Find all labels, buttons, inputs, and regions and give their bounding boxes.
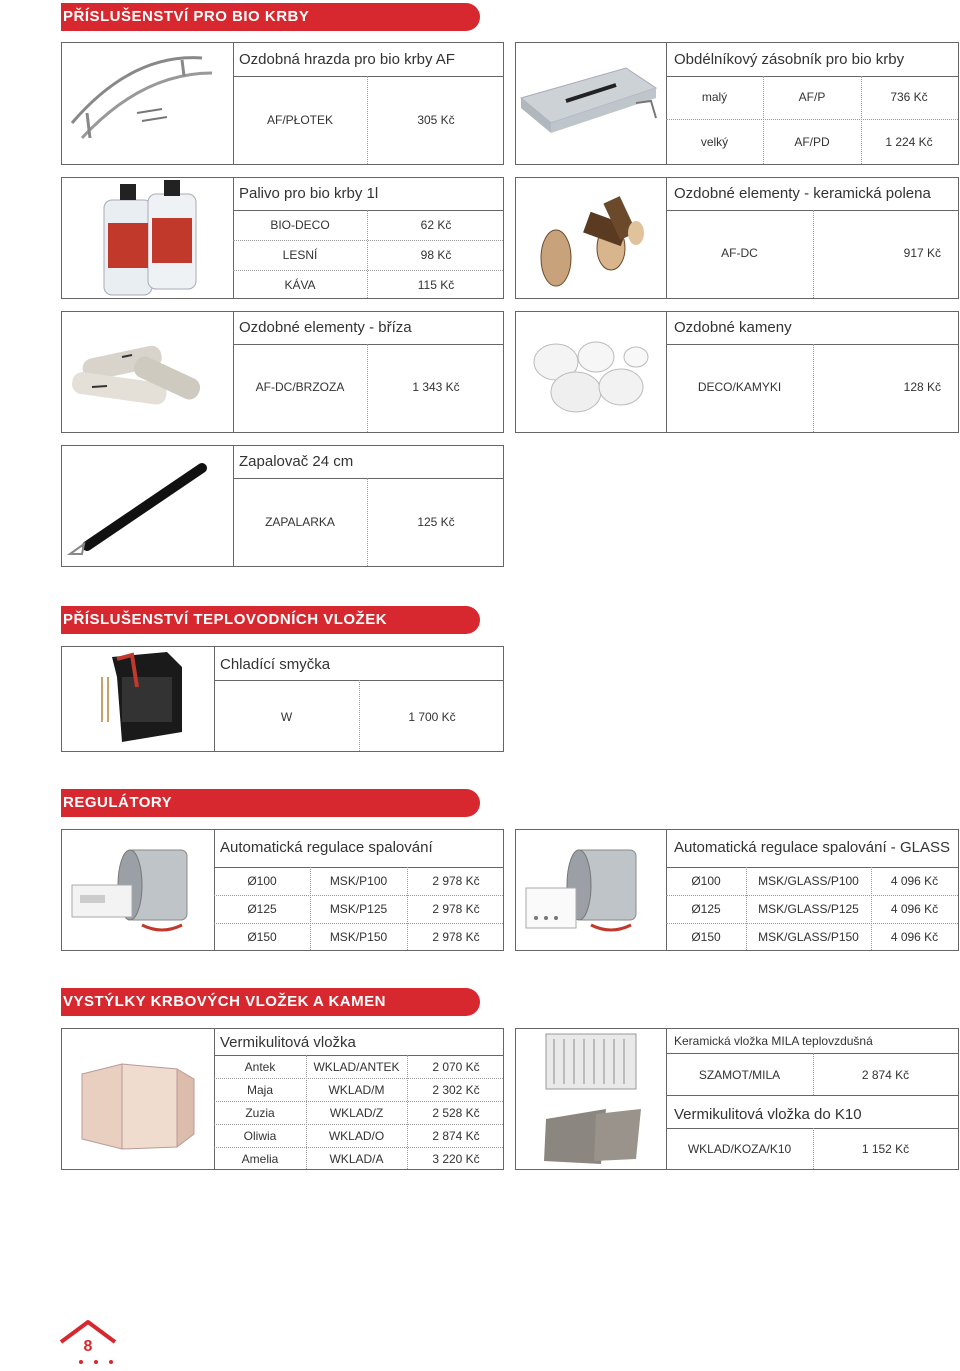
table-cell: 4 096 Kč <box>890 930 939 944</box>
table-cell: Zuzia <box>245 1106 275 1120</box>
table-cell: 4 096 Kč <box>890 874 939 888</box>
table-cell: Amelia <box>241 1152 279 1166</box>
table-cell: MSK/P125 <box>329 902 388 916</box>
product-image-mila-k10 <box>516 1029 667 1169</box>
product-card-vermikulit <box>61 1028 504 1170</box>
product-card-smycka <box>61 646 504 752</box>
product-image-hrazda <box>62 43 234 164</box>
table-cell: WKLAD/A <box>329 1152 384 1166</box>
product-title: Palivo pro bio krby 1l <box>239 185 379 202</box>
table-cell: 2 070 Kč <box>432 1060 480 1074</box>
product-image-briza <box>62 312 234 432</box>
section-banner-bio: PŘÍSLUŠENSTVÍ PRO BIO KRBY <box>61 3 480 31</box>
product-price: 2 874 Kč <box>861 1068 910 1082</box>
table-cell: 98 Kč <box>420 248 452 262</box>
table-cell: 2 302 Kč <box>432 1083 480 1097</box>
product-image-vermikulit <box>62 1029 215 1169</box>
table-cell: Oliwia <box>243 1129 277 1143</box>
table-cell: AF/PD <box>794 135 830 149</box>
product-price: 917 Kč <box>903 246 941 260</box>
table-cell: Antek <box>244 1060 276 1074</box>
table-cell: BIO-DECO <box>270 218 330 232</box>
product-card-briza <box>61 311 504 433</box>
table-cell: WKLAD/ANTEK <box>313 1060 400 1074</box>
product-code: AF/PŁOTEK <box>266 113 334 127</box>
product-card-polena <box>515 177 959 299</box>
table-cell: KÁVA <box>284 278 316 292</box>
product-image-kameny <box>516 312 667 432</box>
product-price: 1 152 Kč <box>861 1142 910 1156</box>
product-image-smycka <box>62 647 215 751</box>
section-banner-teplovodni: PŘÍSLUŠENSTVÍ TEPLOVODNÍCH VLOŽEK <box>61 606 480 634</box>
product-title: Automatická regulace spalování <box>220 839 433 856</box>
product-title: Keramická vložka MILA teplovzdušná <box>674 1034 873 1048</box>
product-title: Vermikulitová vložka do K10 <box>674 1106 862 1123</box>
table-cell: Ø125 <box>247 902 277 916</box>
product-card-regulace <box>61 829 504 951</box>
product-code: AF-DC/BRZOZA <box>255 380 345 394</box>
table-cell: Maja <box>246 1083 273 1097</box>
table-cell: MSK/GLASS/P150 <box>758 930 859 944</box>
table-cell: 62 Kč <box>420 218 452 232</box>
product-card-kameny <box>515 311 959 433</box>
table-cell: Ø100 <box>691 874 721 888</box>
product-code: W <box>280 710 293 724</box>
product-image-polena <box>516 178 667 298</box>
product-card-zasobnik <box>515 42 959 165</box>
product-card-zapalovac <box>61 445 504 567</box>
table-cell: MSK/GLASS/P125 <box>758 902 859 916</box>
product-code: WKLAD/KOZA/K10 <box>687 1142 792 1156</box>
table-cell: 736 Kč <box>890 90 928 104</box>
product-image-palivo <box>62 178 234 298</box>
page-number: 8 <box>83 1338 93 1355</box>
table-cell: velký <box>700 135 729 149</box>
product-title: Automatická regulace spalování - GLASS <box>674 839 950 856</box>
table-cell: 2 874 Kč <box>432 1129 480 1143</box>
product-code: AF-DC <box>721 246 758 260</box>
table-cell: WKLAD/Z <box>329 1106 384 1120</box>
product-price: 1 700 Kč <box>408 710 456 724</box>
table-cell: 2 978 Kč <box>432 874 480 888</box>
product-image-zasobnik <box>516 43 667 164</box>
table-cell: WKLAD/M <box>328 1083 385 1097</box>
product-card-mila-k10 <box>515 1028 959 1170</box>
table-cell: 2 978 Kč <box>432 930 480 944</box>
table-cell: Ø100 <box>247 874 277 888</box>
product-price: 128 Kč <box>903 380 941 394</box>
product-title: Ozdobné elementy - keramická polena <box>674 185 931 202</box>
product-title: Ozdobná hrazda pro bio krby AF <box>239 51 455 68</box>
product-title: Zapalovač 24 cm <box>239 453 354 470</box>
product-code: DECO/KAMYKI <box>697 380 782 394</box>
table-cell: malý <box>701 90 728 104</box>
product-price: 125 Kč <box>417 515 455 529</box>
product-price: 1 343 Kč <box>412 380 460 394</box>
page-number-badge <box>55 1318 121 1366</box>
product-title: Chladící smyčka <box>220 656 331 673</box>
product-card-palivo <box>61 177 504 299</box>
product-title: Ozdobné elementy - bříza <box>239 319 412 336</box>
product-title: Ozdobné kameny <box>674 319 792 336</box>
table-cell: 2 528 Kč <box>432 1106 480 1120</box>
table-cell: WKLAD/O <box>328 1129 385 1143</box>
table-cell: LESNÍ <box>282 248 318 262</box>
product-title: Vermikulitová vložka <box>220 1034 356 1051</box>
product-card-hrazda <box>61 42 504 165</box>
table-cell: Ø125 <box>691 902 721 916</box>
product-card-regulace-glass <box>515 829 959 951</box>
table-cell: 2 978 Kč <box>432 902 480 916</box>
product-code: ZAPALARKA <box>265 515 335 529</box>
table-cell: 1 224 Kč <box>885 135 933 149</box>
section-banner-vystylky: VYSTÝLKY KRBOVÝCH VLOŽEK A KAMEN <box>61 988 480 1016</box>
product-image-regulace-glass <box>516 830 667 950</box>
table-cell: Ø150 <box>247 930 277 944</box>
table-cell: 4 096 Kč <box>890 902 939 916</box>
table-cell: Ø150 <box>691 930 721 944</box>
product-price: 305 Kč <box>417 113 455 127</box>
section-banner-regulatory: REGULÁTORY <box>61 789 480 817</box>
table-cell: MSK/GLASS/P100 <box>758 874 859 888</box>
product-title: Obdélníkový zásobník pro bio krby <box>674 51 905 68</box>
product-image-zapalovac <box>62 446 234 566</box>
table-cell: 115 Kč <box>417 278 455 292</box>
table-cell: MSK/P100 <box>329 874 388 888</box>
table-cell: AF/P <box>798 90 826 104</box>
product-code: SZAMOT/MILA <box>698 1068 781 1082</box>
product-image-regulace <box>62 830 215 950</box>
table-cell: MSK/P150 <box>329 930 388 944</box>
table-cell: 3 220 Kč <box>432 1152 480 1166</box>
